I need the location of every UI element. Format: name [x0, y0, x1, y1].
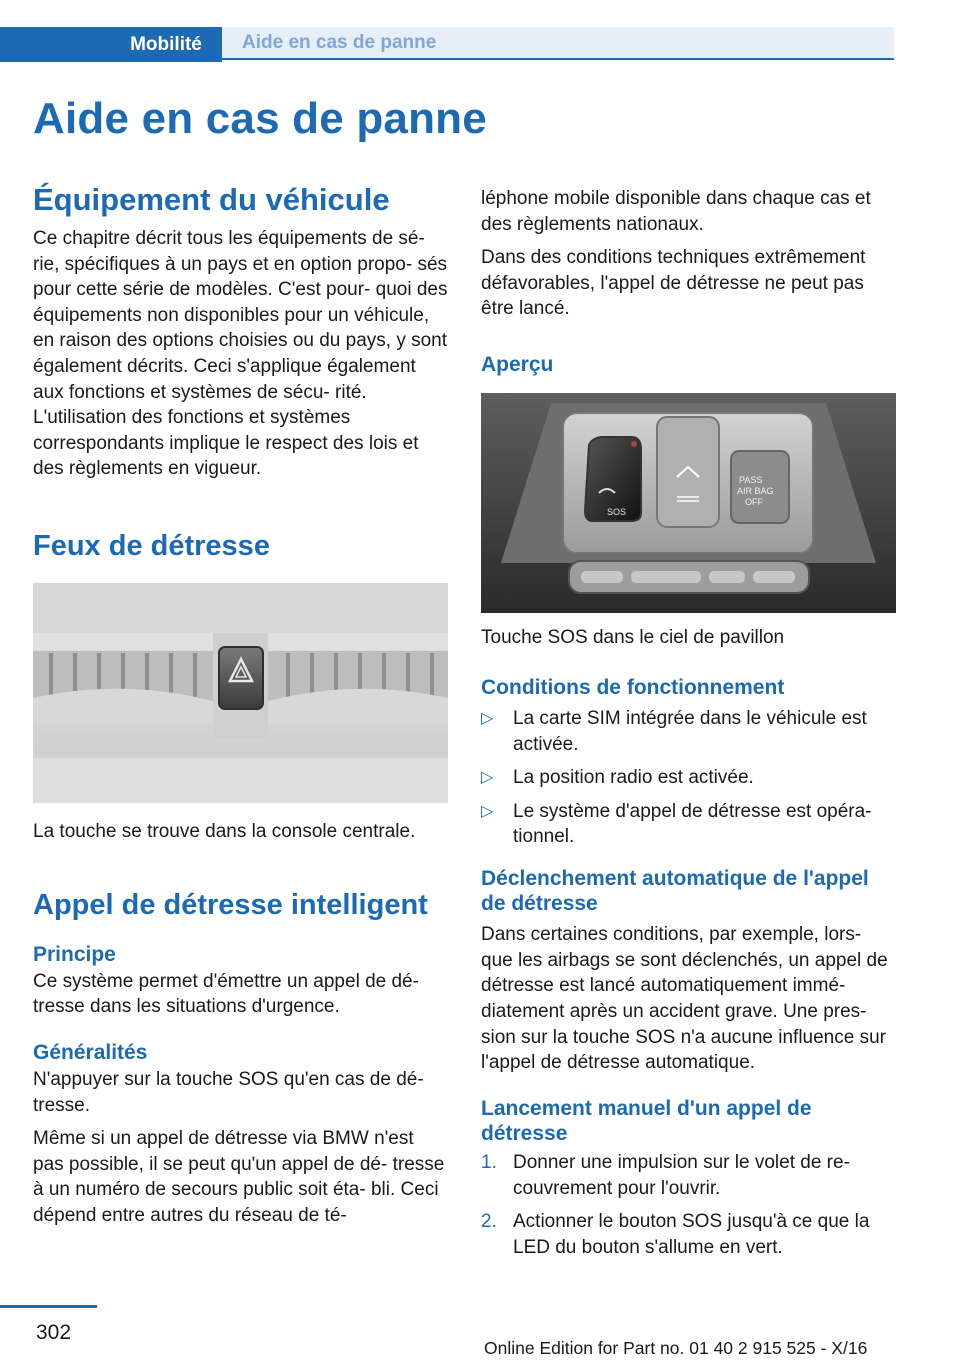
equipment-text: Ce chapitre décrit tous les équipements de sé‐ rie, spécifiques à un pays et en option propo‐ sés pour cette série de modèles. C'est pour‐ quoi des équipements non disponibles pour un véhicule, en raison des options choisies ou du pays, y sont également décrits. Ceci s'applique également aux fonctions et systèmes de sécu‐ rité. L'utilisation des fonctions et systèmes correspondants implique le respect des lois et des règlements en vigueur. — [33, 228, 448, 480]
auto-text: Dans certaines conditions, par exemple, lors‐ que les airbags se sont déclenchés, un appel de détresse est lancé automatiquement immé‐ diatement après un accident grave. Une pres‐ sion sur la touche SOS n'a aucune influence sur l'appel de détresse automatique. — [481, 924, 888, 1074]
header-tab-bar — [0, 0, 960, 62]
continued-text-1: léphone mobile disponible dans chaque cas et des règlements nationaux. — [481, 188, 871, 235]
header-accent-strip — [0, 27, 110, 62]
step-text: Donner une impulsion sur le volet de re‐ couvrement pour l'ouvrir. — [513, 1152, 850, 1199]
list-item — [481, 799, 896, 850]
svg-text:SOS: SOS — [607, 507, 627, 518]
hazard-button-illustration — [33, 583, 448, 803]
tab-mobilite[interactable]: Mobilité — [110, 27, 222, 62]
sos-caption: Touche SOS dans le ciel de pavillon — [481, 627, 785, 649]
general-text-1: N'appuyer sur la touche SOS qu'en cas de dé‐ tresse. — [33, 1069, 424, 1116]
step-item — [481, 1150, 896, 1201]
edition-note: Online Edition for Part no. 01 40 2 915 525 - X/16 — [484, 1338, 868, 1358]
list-item — [481, 765, 896, 791]
hazard-heading: Feux de détresse — [33, 529, 270, 562]
svg-text:AIR BAG: AIR BAG — [737, 486, 774, 497]
svg-text:PASS: PASS — [739, 475, 763, 486]
smart-call-heading: Appel de détresse intelligent — [33, 888, 428, 921]
hazard-button-photo — [33, 583, 448, 803]
equipment-heading: Équipement du véhicule — [33, 182, 390, 217]
step-text: Actionner le bouton SOS jusqu'à ce que la LED du bouton s'allume en vert. — [513, 1211, 870, 1258]
step-number: 2. — [481, 1211, 497, 1233]
svg-text:OFF: OFF — [745, 497, 763, 508]
manual-heading: Lancement manuel d'un appel de détresse — [481, 1096, 812, 1146]
chapter-title: Aide en cas de panne — [33, 94, 487, 143]
manual-steps — [481, 1150, 896, 1260]
general-text-2: Même si un appel de détresse via BMW n'est pas possible, il se peut qu'un appel de dé‐ tresse à un numéro de secours public soit éta‐ bli. Ceci dépend entre autres du réseau de té‐ — [33, 1128, 445, 1227]
list-item — [481, 706, 896, 757]
tab-aide-en-cas-de-panne[interactable]: Aide en cas de panne — [222, 27, 894, 60]
list-item-text: La carte SIM intégrée dans le véhicule est activée. — [513, 707, 867, 755]
step-number: 1. — [481, 1152, 497, 1174]
bullet-marker: ▷ — [481, 709, 494, 727]
sos-button — [585, 437, 641, 521]
bullet-marker: ▷ — [481, 769, 494, 787]
right-column — [481, 186, 896, 1269]
left-column — [33, 182, 448, 1229]
sos-panel-illustration — [481, 393, 896, 613]
conditions-heading: Conditions de fonctionnement — [481, 675, 785, 699]
bullet-marker: ▷ — [481, 802, 494, 820]
footer-accent-line — [0, 1305, 97, 1308]
conditions-list — [481, 706, 896, 850]
principle-heading: Principe — [33, 942, 116, 966]
principle-text: Ce système permet d'émettre un appel de dé‐ tresse dans les situations d'urgence. — [33, 970, 419, 1018]
list-item-text: Le système d'appel de détresse est opéra‐ tionnel. — [513, 800, 872, 848]
auto-heading: Déclenchement automatique de l'appel de détresse — [481, 866, 869, 916]
general-heading: Généralités — [33, 1040, 148, 1064]
sos-panel-photo — [481, 393, 896, 613]
hazard-caption: La touche se trouve dans la console centrale. — [33, 820, 416, 842]
continued-text-2: Dans des conditions techniques extrêmement défavorables, l'appel de détresse ne peut pas être lancé. — [481, 247, 866, 320]
step-item — [481, 1209, 896, 1260]
overview-heading: Aperçu — [481, 352, 554, 376]
list-item-text: La position radio est activée. — [513, 767, 754, 789]
page-number: 302 — [36, 1321, 72, 1344]
